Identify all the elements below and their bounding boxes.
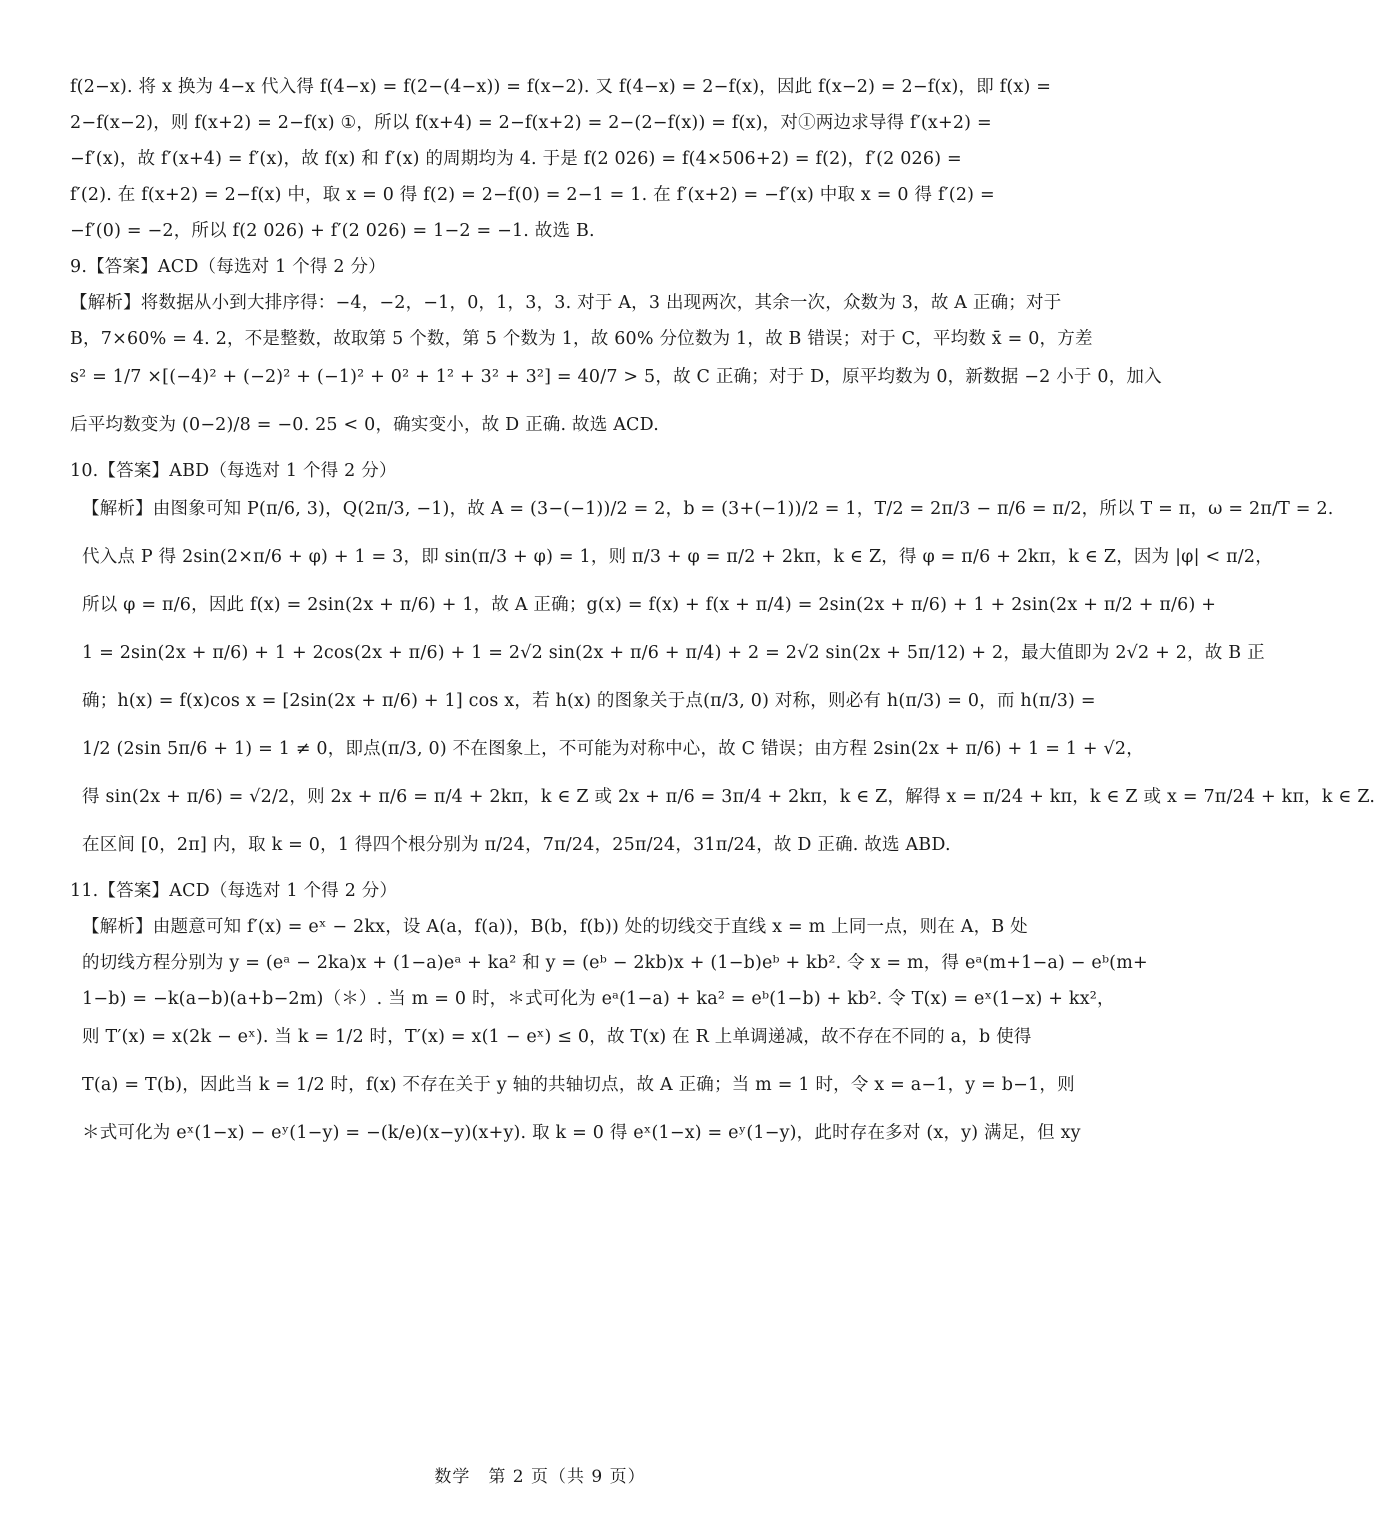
- q10-solution: [70, 458, 1375, 860]
- q10-line: 所以 φ = π/6，因此 f(x) = 2sin(2x + π/6) + 1，故 A 正确；g(x) = f(x) + f(x + π/4) = 2sin(2x + π/6) + 1 + 2sin(2x + π/2 + π/6) +: [82, 595, 1217, 615]
- q8-solution: [70, 74, 1052, 244]
- q9-line: s² = 1/7 ×[(−4)² + (−2)² + (−1)² + 0² + 1² + 3² + 3²] = 40/7 > 5，故 C 正确；对于 D，原平均数为 0，新数据 −2 小于 0，加入: [70, 367, 1162, 387]
- q10-line: 得 sin(2x + π/6) = √2/2，则 2x + π/6 = π/4 + 2kπ，k ∈ Z 或 2x + π/6 = 3π/4 + 2kπ，k ∈ Z，解得 x = π/24 + kπ，k ∈ Z 或 x = 7π/24 + kπ，k ∈ Z.: [82, 787, 1375, 807]
- q9-line: 【解析】将数据从小到大排序得：−4，−2，−1，0，1，3，3. 对于 A，3 出现两次，其余一次，众数为 3，故 A 正确；对于: [70, 293, 1062, 313]
- q11-line: 1−b) = −k(a−b)(a+b−2m)（＊）. 当 m = 0 时，＊式可化为 eᵃ(1−a) + ka² = eᵇ(1−b) + kb². 令 T(x) = eˣ(1−x) + kx²，: [82, 989, 1115, 1009]
- q10-line: 1/2 (2sin 5π/6 + 1) = 1 ≠ 0，即点(π/3, 0) 不在图象上，不可能为对称中心，故 C 错误；由方程 2sin(2x + π/6) + 1 = 1 + √2，: [82, 739, 1144, 759]
- q11-line: T(a) = T(b)，因此当 k = 1/2 时，f(x) 不存在关于 y 轴的共轴切点，故 A 正确；当 m = 1 时，令 x = a−1，y = b−1，则: [82, 1075, 1075, 1095]
- q8-line: f(2−x). 将 x 换为 4−x 代入得 f(4−x) = f(2−(4−x)) = f(x−2). 又 f(4−x) = 2−f(x)，因此 f(x−2) = 2−f(x)，即 f(x) =: [70, 77, 1052, 97]
- q11-line: 【解析】由题意可知 f′(x) = eˣ − 2kx，设 A(a，f(a))，B(b，f(b)) 处的切线交于直线 x = m 上同一点，则在 A，B 处: [82, 917, 1028, 937]
- page-footer: 数学 第 2 页（共 9 页）: [434, 1467, 646, 1487]
- q8-line: f′(2). 在 f(x+2) = 2−f(x) 中，取 x = 0 得 f(2) = 2−f(0) = 2−1 = 1. 在 f′(x+2) = −f′(x) 中取 x = 0 得 f′(2) =: [70, 185, 995, 205]
- q11-solution: [70, 878, 1148, 1148]
- q11-line: 则 T′(x) = x(2k − eˣ). 当 k = 1/2 时，T′(x) = x(1 − eˣ) ≤ 0，故 T(x) 在 R 上单调递减，故不存在不同的 a，b 使得: [82, 1027, 1032, 1047]
- q11-line: 的切线方程分别为 y = (eᵃ − 2ka)x + (1−a)eᵃ + ka² 和 y = (eᵇ − 2kb)x + (1−b)eᵇ + kb². 令 x = m，得 eᵃ(m+1−a) − eᵇ(m+: [82, 953, 1148, 973]
- q11-line: ＊式可化为 eˣ(1−x) − eʸ(1−y) = −(k/e)(x−y)(x+y). 取 k = 0 得 eˣ(1−x) = eʸ(1−y)，此时存在多对 (x，y) 满足，但 xy: [82, 1123, 1081, 1143]
- q10-line: 1 = 2sin(2x + π/6) + 1 + 2cos(2x + π/6) + 1 = 2√2 sin(2x + π/6 + π/4) + 2 = 2√2 sin(2x + 5π/12) + 2，最大值即为 2√2 + 2，故 B 正: [82, 643, 1265, 663]
- q11-answer: 11.【答案】ACD（每选对 1 个得 2 分）: [70, 881, 398, 901]
- q10-line: 确；h(x) = f(x)cos x = [2sin(2x + π/6) + 1] cos x，若 h(x) 的图象关于点(π/3, 0) 对称，则必有 h(π/3) = 0，而 h(π/3) =: [82, 691, 1096, 711]
- q10-line: 代入点 P 得 2sin(2×π/6 + φ) + 1 = 3，即 sin(π/3 + φ) = 1，则 π/3 + φ = π/2 + 2kπ，k ∈ Z，得 φ = π/6 + 2kπ，k ∈ Z，因为 |φ| < π/2，: [82, 547, 1273, 567]
- q9-line: B，7×60% = 4. 2，不是整数，故取第 5 个数，第 5 个数为 1，故 60% 分位数为 1，故 B 错误；对于 C，平均数 x̄ = 0，方差: [70, 329, 1093, 349]
- q9-solution: [70, 254, 1162, 440]
- q10-line: 【解析】由图象可知 P(π/6, 3)，Q(2π/3, −1)，故 A = (3−(−1))/2 = 2，b = (3+(−1))/2 = 1，T/2 = 2π/3 − π/6 = π/2，所以 T = π，ω = 2π/T = 2.: [82, 499, 1334, 519]
- q9-line: 后平均数变为 (0−2)/8 = −0. 25 < 0，确实变小，故 D 正确. 故选 ACD.: [70, 415, 660, 435]
- q9-answer: 9.【答案】ACD（每选对 1 个得 2 分）: [70, 257, 386, 277]
- q8-line: −f′(0) = −2，所以 f(2 026) + f′(2 026) = 1−2 = −1. 故选 B.: [70, 221, 595, 241]
- q8-line: −f′(x)，故 f′(x+4) = f′(x)，故 f(x) 和 f′(x) 的周期均为 4. 于是 f(2 026) = f(4×506+2) = f(2)，f′(2 026) =: [70, 149, 962, 169]
- q10-answer: 10.【答案】ABD（每选对 1 个得 2 分）: [70, 461, 397, 481]
- q8-line: 2−f(x−2)，则 f(x+2) = 2−f(x) ①，所以 f(x+4) = 2−f(x+2) = 2−(2−f(x)) = f(x)，对①两边求导得 f′(x+2) =: [70, 113, 992, 133]
- q10-line: 在区间 [0，2π] 内，取 k = 0，1 得四个根分别为 π/24，7π/24，25π/24，31π/24，故 D 正确. 故选 ABD.: [82, 835, 951, 855]
